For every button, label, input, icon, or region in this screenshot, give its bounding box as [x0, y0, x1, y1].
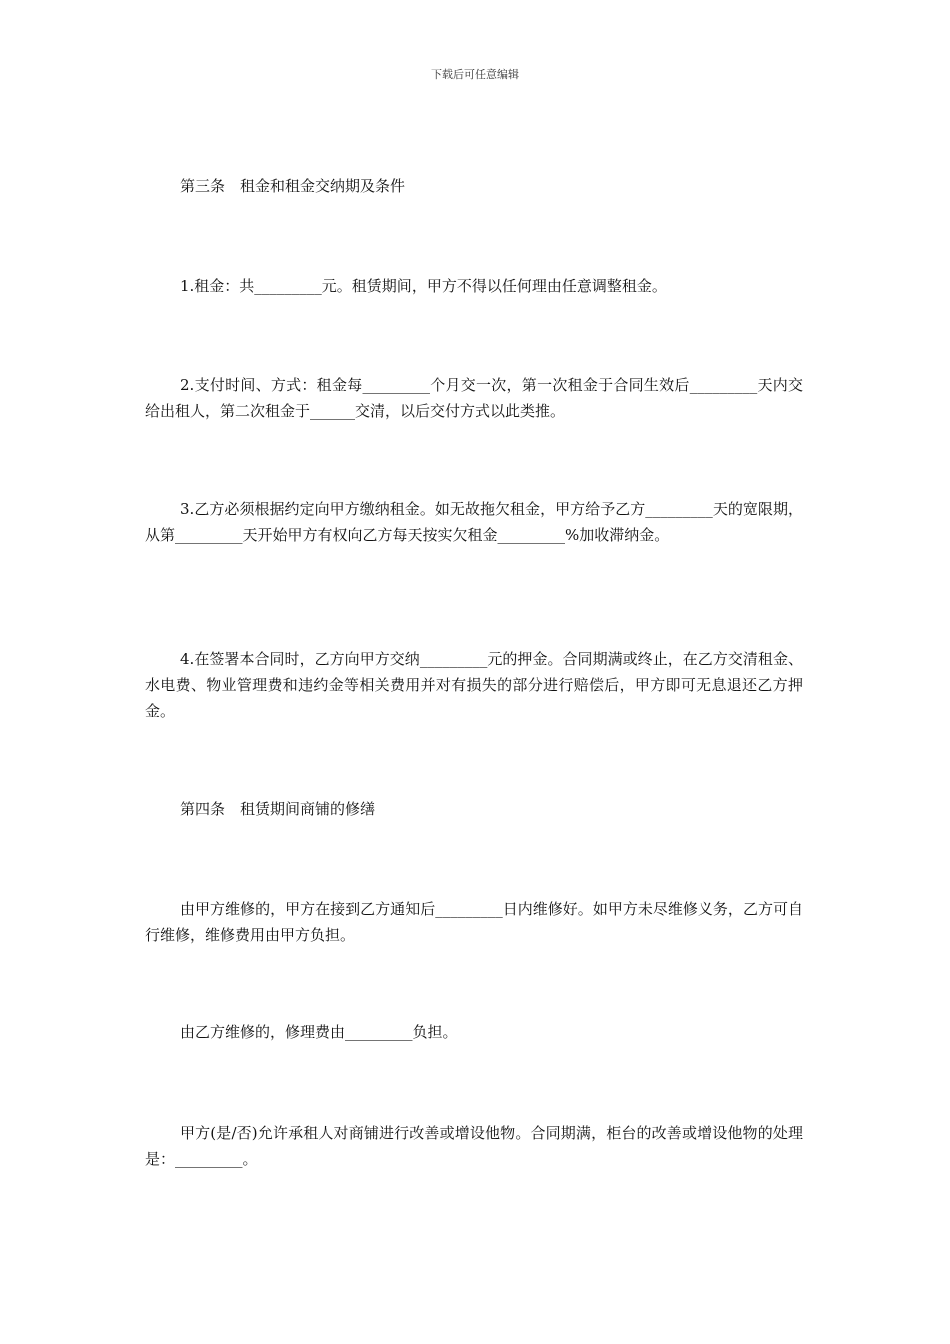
- article-3-heading: 第三条 租金和租金交纳期及条件: [180, 177, 406, 195]
- late-fee-paragraph: 3.乙方必须根据约定向甲方缴纳租金。如无故拖欠租金，甲方给予乙方_________天的宽限期，从第_________天开始甲方有权向乙方每天按实欠租金_________%加收滞纳金。: [145, 500, 803, 544]
- lessee-repair-paragraph: 由乙方维修的，修理费由_________负担。: [180, 1023, 458, 1041]
- deposit-paragraph: 4.在签署本合同时，乙方向甲方交纳_________元的押金。合同期满或终止，在乙方交清租金、水电费、物业管理费和违约金等相关费用并对有损失的部分进行赔偿后，甲方即可无息退还乙方押金。: [145, 650, 803, 720]
- rent-amount-paragraph: 1.租金：共_________元。租赁期间，甲方不得以任何理由任意调整租金。: [180, 277, 667, 295]
- improvements-paragraph: 甲方(是/否)允许承租人对商铺进行改善或增设他物。合同期满，柜台的改善或增设他物的处理是：_________。: [145, 1124, 803, 1168]
- page-header-note: 下载后可任意编辑: [431, 68, 519, 81]
- lessor-repair-paragraph: 由甲方维修的，甲方在接到乙方通知后_________日内维修好。如甲方未尽维修义务，乙方可自行维修，维修费用由甲方负担。: [145, 900, 803, 944]
- article-4-heading: 第四条 租赁期间商铺的修缮: [180, 800, 376, 818]
- payment-method-paragraph: 2.支付时间、方式：租金每_________个月交一次，第一次租金于合同生效后_________天内交给出租人，第二次租金于______交清，以后交付方式以此类推。: [145, 376, 803, 420]
